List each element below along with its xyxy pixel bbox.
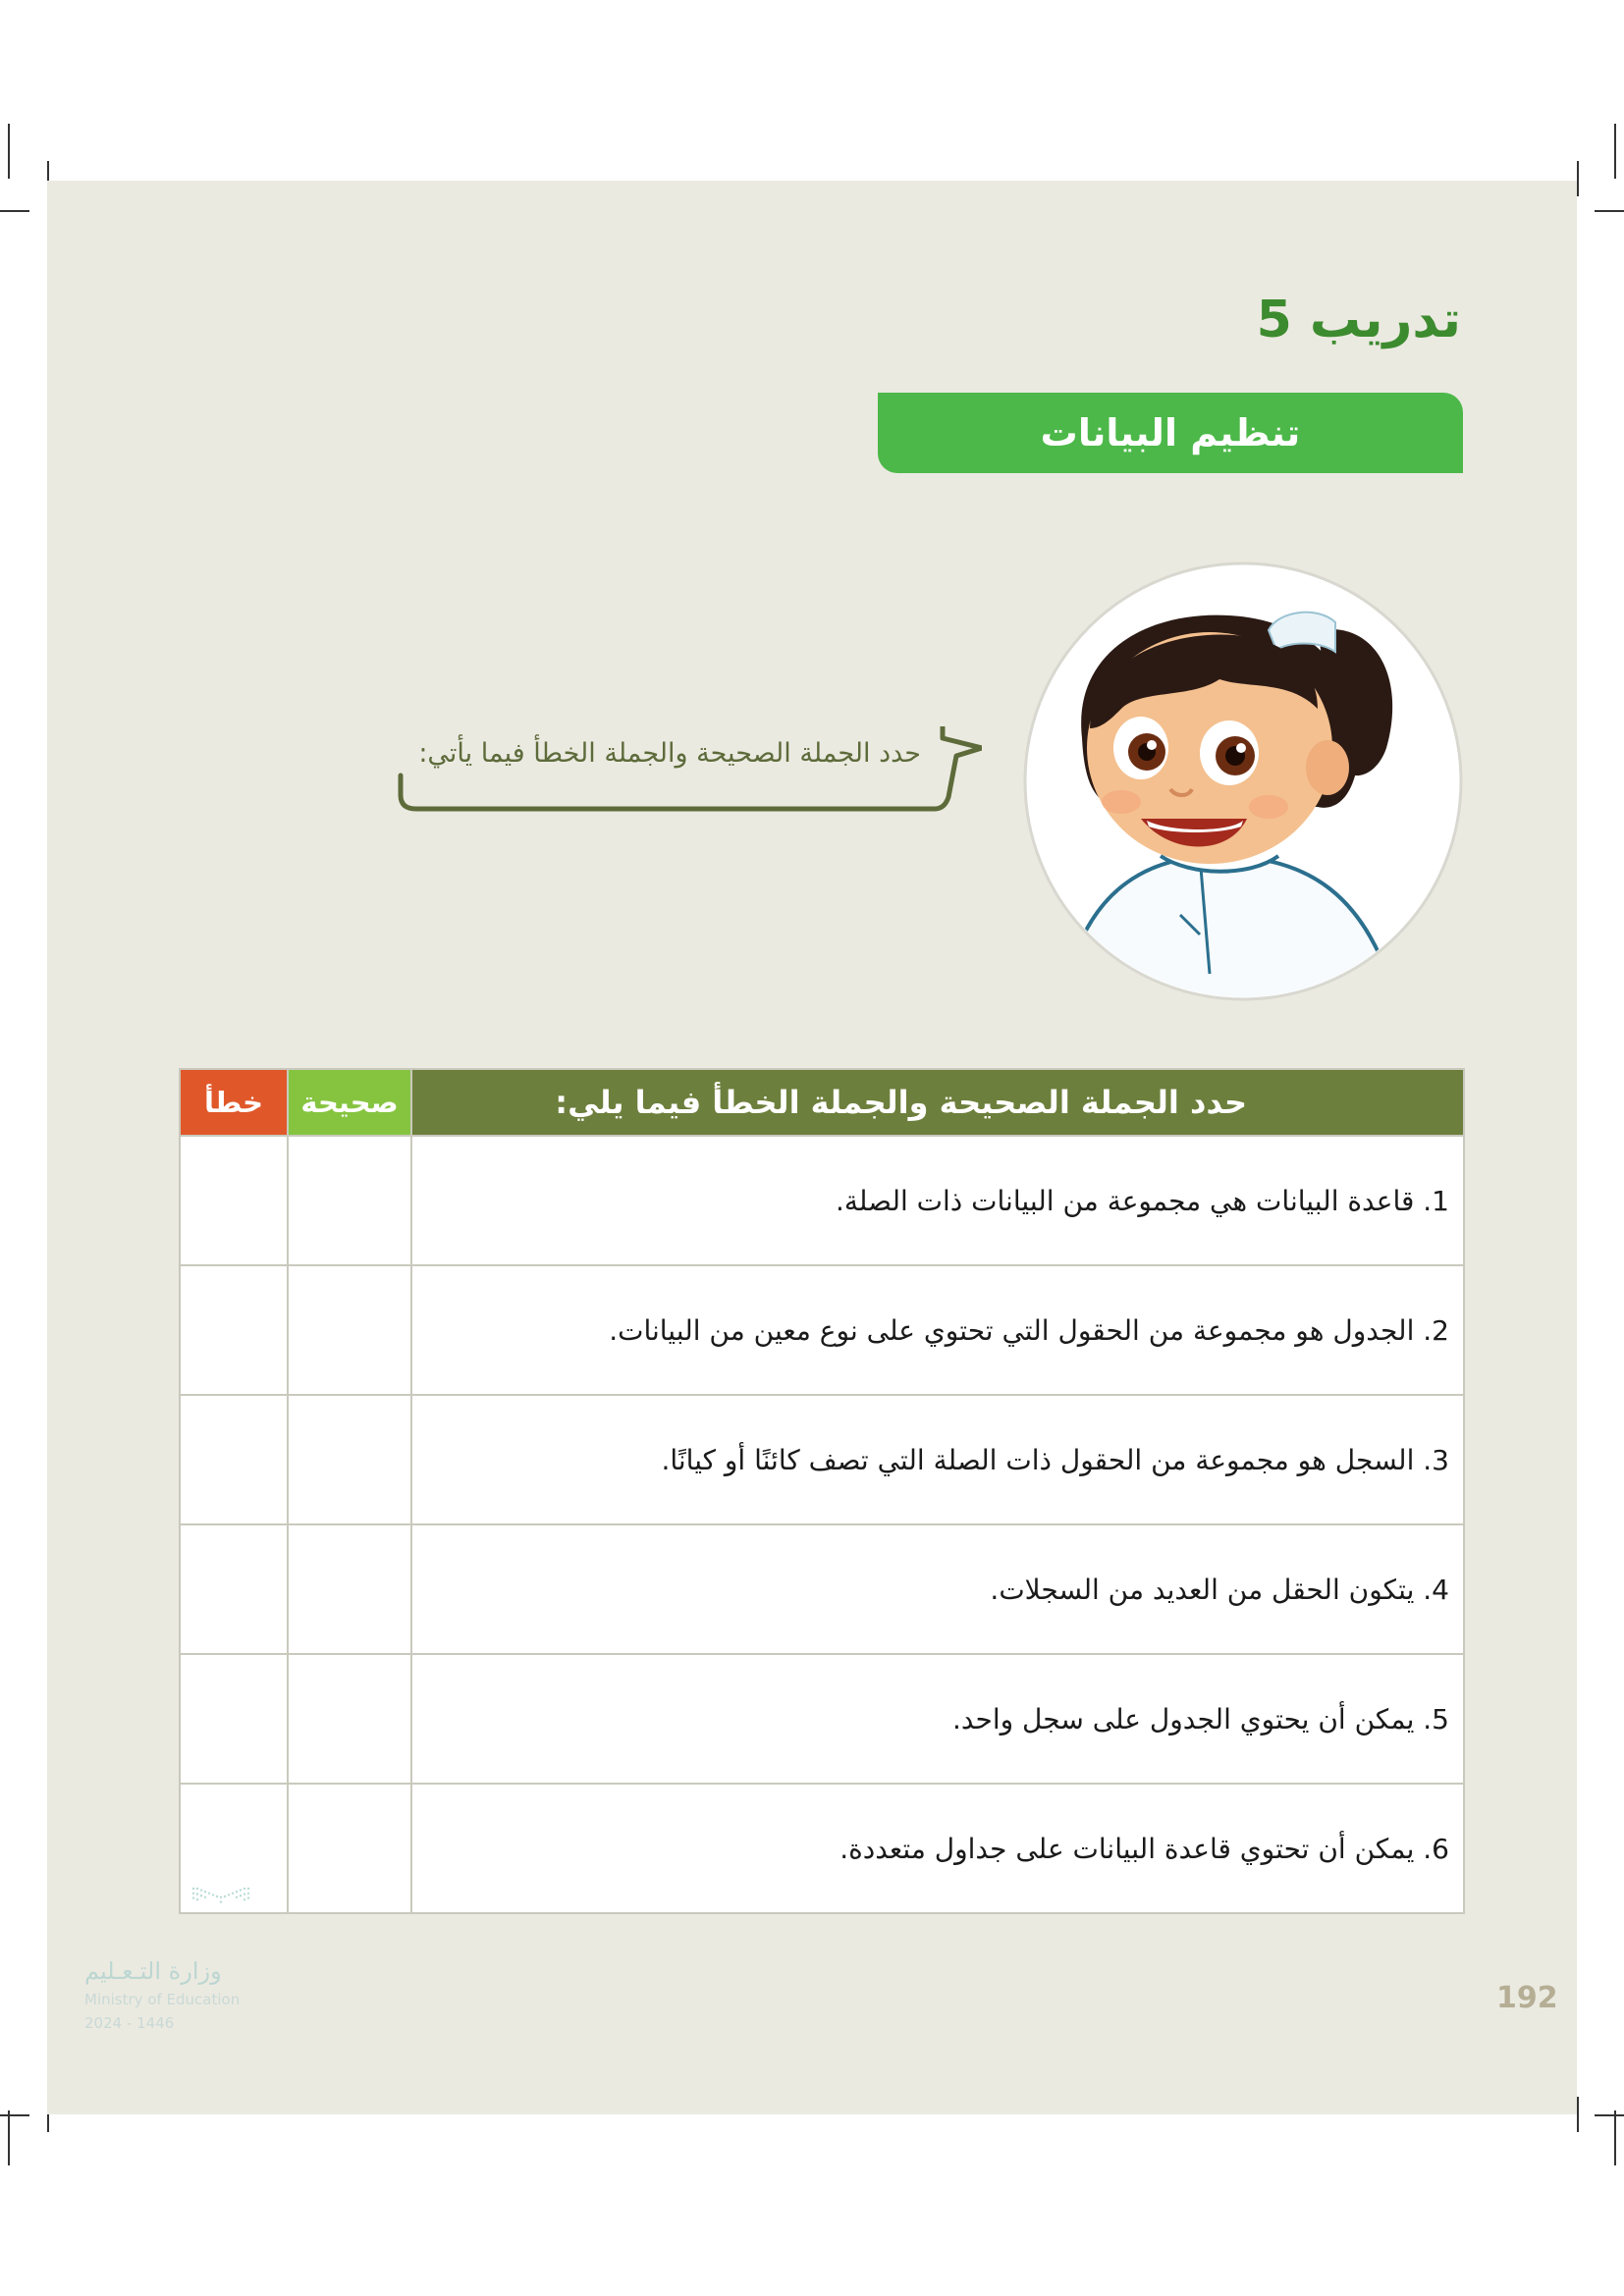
crop-mark xyxy=(1595,2114,1624,2116)
table-row xyxy=(180,1265,1464,1395)
crop-mark xyxy=(1614,124,1616,179)
correct-answer-cell[interactable] xyxy=(288,1136,411,1265)
crop-mark xyxy=(0,210,29,212)
table-row xyxy=(180,1524,1464,1654)
correct-answer-cell[interactable] xyxy=(288,1524,411,1654)
wrong-answer-cell[interactable] xyxy=(180,1395,288,1524)
table-row xyxy=(180,1784,1464,1913)
correct-column-header: صحيحة xyxy=(288,1069,411,1136)
table-header-row xyxy=(180,1069,1464,1136)
academic-year: 2024 - 1446 xyxy=(84,2014,175,2032)
table-row xyxy=(180,1136,1464,1265)
crop-mark xyxy=(8,2110,10,2165)
crop-mark xyxy=(1614,2110,1616,2165)
crop-mark xyxy=(1595,210,1624,212)
correct-answer-cell[interactable] xyxy=(288,1265,411,1395)
crop-mark xyxy=(0,2114,29,2116)
statement-cell: 2. الجدول هو مجموعة من الحقول التي تحتوي على نوع معين من البيانات. xyxy=(411,1265,1464,1395)
statement-column-header: حدد الجملة الصحيحة والجملة الخطأ فيما يلي: xyxy=(411,1069,1464,1136)
wrong-answer-cell[interactable] xyxy=(180,1136,288,1265)
statement-cell: 6. يمكن أن تحتوي قاعدة البيانات على جداول متعددة. xyxy=(411,1784,1464,1913)
wrong-answer-cell[interactable] xyxy=(180,1654,288,1784)
page-number: 192 xyxy=(1496,1981,1558,2015)
statement-cell: 5. يمكن أن يحتوي الجدول على سجل واحد. xyxy=(411,1654,1464,1784)
table-row xyxy=(180,1654,1464,1784)
ministry-logo-icon xyxy=(157,1885,324,1944)
table-row xyxy=(180,1395,1464,1524)
crop-mark xyxy=(8,124,10,179)
statement-cell: 3. السجل هو مجموعة من الحقول ذات الصلة التي تصف كائنًا أو كيانًا. xyxy=(411,1395,1464,1524)
student-character-illustration xyxy=(1023,561,1463,1001)
correct-answer-cell[interactable] xyxy=(288,1654,411,1784)
ministry-name-arabic: وزارة التـعـليم xyxy=(84,1957,222,1985)
statement-cell: 1. قاعدة البيانات هي مجموعة من البيانات ذات الصلة. xyxy=(411,1136,1464,1265)
section-title: تنظيم البيانات xyxy=(1040,411,1301,454)
correct-answer-cell[interactable] xyxy=(288,1395,411,1524)
crop-mark xyxy=(1577,161,1579,196)
wrong-answer-cell[interactable] xyxy=(180,1265,288,1395)
exercise-title: تدريب 5 xyxy=(1256,291,1461,349)
true-false-table xyxy=(179,1068,1465,1914)
section-banner xyxy=(878,393,1463,473)
statement-cell: 4. يتكون الحقل من العديد من السجلات. xyxy=(411,1524,1464,1654)
ministry-name-english: Ministry of Education xyxy=(84,1991,241,2008)
wrong-column-header: خطأ xyxy=(180,1069,288,1136)
wrong-answer-cell[interactable] xyxy=(180,1524,288,1654)
speech-bubble-text: حدد الجملة الصحيحة والجملة الخطأ فيما يأتي: xyxy=(418,738,921,769)
crop-mark xyxy=(1577,2097,1579,2132)
